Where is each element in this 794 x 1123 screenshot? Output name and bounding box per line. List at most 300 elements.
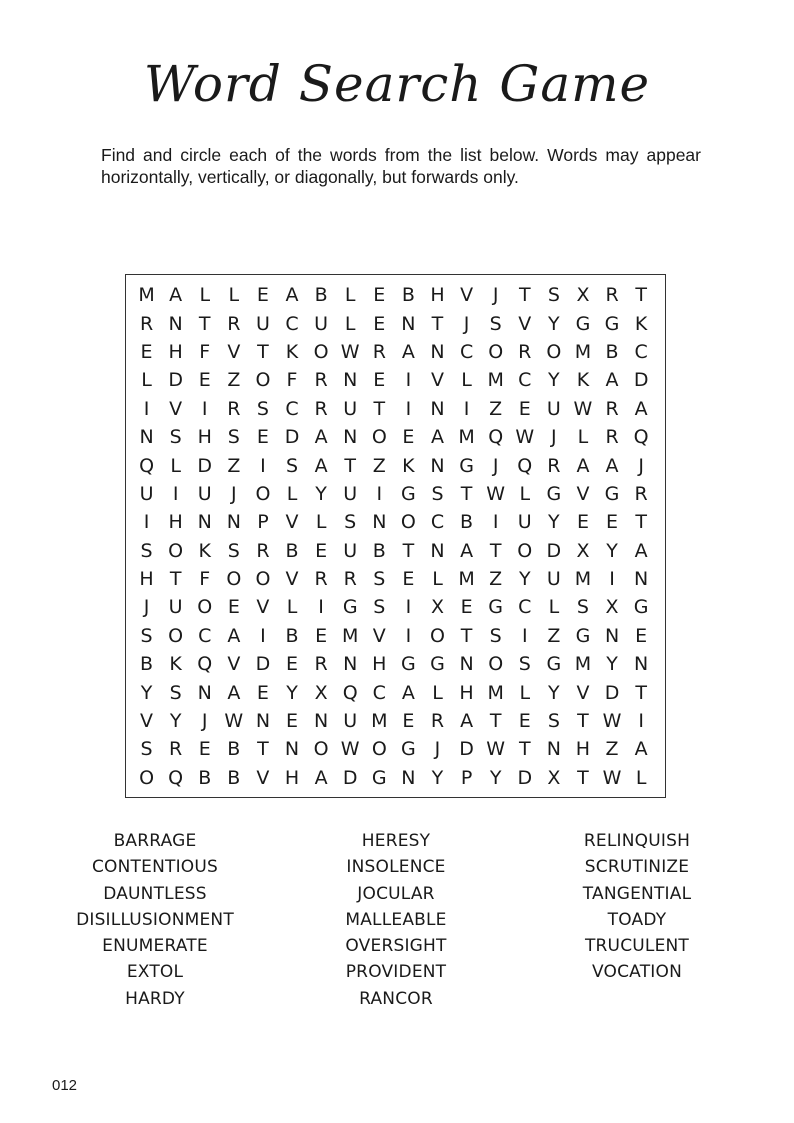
grid-letter[interactable]: E — [635, 624, 648, 647]
grid-letter[interactable]: R — [430, 710, 445, 733]
grid-letter[interactable]: T — [169, 568, 182, 591]
grid-letter[interactable]: R — [314, 568, 328, 591]
grid-letter[interactable]: X — [576, 539, 590, 562]
grid-letter[interactable]: N — [401, 312, 416, 335]
grid-letter[interactable]: D — [546, 539, 562, 562]
grid-letter[interactable]: S — [227, 539, 240, 562]
grid-letter[interactable]: U — [546, 397, 561, 420]
grid-letter[interactable]: O — [255, 369, 271, 392]
grid-letter[interactable]: S — [169, 426, 182, 449]
grid-letter[interactable]: N — [226, 511, 241, 534]
grid-letter[interactable]: D — [197, 454, 213, 477]
grid-letter[interactable]: U — [343, 539, 358, 562]
grid-letter[interactable]: Z — [227, 454, 241, 477]
grid-letter[interactable]: V — [576, 681, 590, 704]
grid-letter[interactable]: J — [201, 710, 208, 733]
grid-letter[interactable]: Z — [489, 397, 503, 420]
grid-letter[interactable]: L — [315, 511, 327, 534]
grid-letter[interactable]: N — [604, 624, 620, 647]
grid-letter[interactable]: T — [489, 539, 502, 562]
grid-letter[interactable]: E — [460, 596, 473, 619]
grid-letter[interactable]: U — [139, 482, 154, 505]
grid-letter[interactable]: G — [546, 482, 562, 505]
grid-letter[interactable]: U — [255, 312, 270, 335]
grid-letter[interactable]: Q — [197, 653, 213, 676]
grid-letter[interactable]: P — [460, 766, 473, 789]
grid-letter[interactable]: M — [487, 681, 504, 704]
grid-letter[interactable]: E — [256, 426, 269, 449]
grid-letter[interactable]: R — [605, 397, 619, 420]
grid-letter[interactable]: R — [605, 284, 619, 307]
grid-letter[interactable]: A — [314, 454, 328, 477]
grid-letter[interactable]: G — [604, 482, 620, 505]
grid-letter[interactable]: V — [140, 710, 154, 733]
grid-letter[interactable]: Z — [605, 738, 619, 761]
grid-letter[interactable]: S — [256, 397, 269, 420]
grid-letter[interactable]: V — [227, 653, 241, 676]
grid-letter[interactable]: V — [256, 766, 270, 789]
grid-letter[interactable]: U — [168, 596, 183, 619]
grid-letter[interactable]: E — [315, 539, 328, 562]
grid-letter[interactable]: N — [401, 766, 416, 789]
grid-letter[interactable]: Y — [548, 369, 560, 392]
grid-letter[interactable]: V — [169, 397, 183, 420]
grid-letter[interactable]: A — [460, 710, 474, 733]
grid-letter[interactable]: W — [573, 397, 593, 420]
grid-letter[interactable]: R — [227, 312, 241, 335]
grid-letter[interactable]: T — [257, 738, 269, 761]
grid-letter[interactable]: E — [518, 397, 531, 420]
grid-letter[interactable]: J — [463, 312, 470, 335]
grid-letter[interactable]: A — [401, 340, 415, 363]
grid-letter[interactable]: C — [430, 511, 445, 534]
grid-letter[interactable]: X — [576, 284, 590, 307]
grid-letter[interactable]: G — [401, 482, 416, 505]
grid-letter[interactable]: X — [314, 681, 328, 704]
grid-letter[interactable]: E — [518, 710, 531, 733]
grid-letter[interactable]: I — [376, 482, 383, 505]
grid-letter[interactable]: S — [227, 426, 240, 449]
grid-letter[interactable]: L — [199, 284, 211, 307]
grid-letter[interactable]: L — [432, 681, 443, 704]
grid-letter[interactable]: S — [373, 596, 386, 619]
grid-letter[interactable]: Y — [606, 539, 618, 562]
grid-letter[interactable]: G — [604, 312, 620, 335]
grid-letter[interactable]: F — [199, 340, 211, 363]
grid-letter[interactable]: G — [633, 596, 649, 619]
grid-letter[interactable]: U — [546, 568, 561, 591]
grid-letter[interactable]: T — [518, 284, 531, 307]
grid-letter[interactable]: R — [547, 454, 561, 477]
grid-letter[interactable]: T — [344, 454, 356, 477]
grid-letter[interactable]: I — [638, 710, 644, 733]
grid-letter[interactable]: O — [313, 340, 329, 363]
grid-letter[interactable]: O — [488, 340, 504, 363]
grid-letter[interactable]: L — [519, 681, 531, 704]
grid-letter[interactable]: D — [255, 653, 271, 676]
grid-letter[interactable]: Q — [342, 681, 358, 704]
grid-letter[interactable]: U — [343, 710, 358, 733]
grid-letter[interactable]: C — [285, 312, 299, 335]
grid-letter[interactable]: N — [634, 653, 649, 676]
grid-letter[interactable]: A — [169, 284, 183, 307]
grid-letter[interactable]: G — [401, 738, 416, 761]
grid-letter[interactable]: K — [402, 454, 415, 477]
grid-letter[interactable]: R — [518, 340, 532, 363]
grid-letter[interactable]: J — [231, 482, 237, 505]
grid-letter[interactable]: G — [488, 596, 504, 619]
grid-letter[interactable]: N — [430, 340, 445, 363]
grid-letter[interactable]: T — [577, 710, 589, 733]
grid-letter[interactable]: O — [517, 539, 533, 562]
grid-letter[interactable]: I — [143, 397, 150, 420]
grid-letter[interactable]: O — [313, 738, 329, 761]
grid-letter[interactable]: C — [634, 340, 648, 363]
grid-letter[interactable]: A — [430, 426, 444, 449]
grid-letter[interactable]: O — [226, 568, 242, 591]
grid-letter[interactable]: V — [285, 568, 299, 591]
grid-letter[interactable]: L — [286, 482, 298, 505]
grid-letter[interactable]: O — [546, 340, 562, 363]
grid-letter[interactable]: W — [486, 738, 506, 761]
grid-letter[interactable]: L — [141, 369, 152, 392]
grid-letter[interactable]: M — [574, 340, 592, 363]
grid-letter[interactable]: J — [492, 284, 499, 307]
grid-letter[interactable]: K — [169, 653, 182, 676]
grid-letter[interactable]: H — [430, 284, 445, 307]
grid-letter[interactable]: E — [286, 653, 299, 676]
grid-letter[interactable]: L — [461, 369, 472, 392]
grid-letter[interactable]: E — [402, 568, 415, 591]
grid-letter[interactable]: B — [198, 766, 212, 789]
grid-letter[interactable]: S — [344, 511, 357, 534]
grid-letter[interactable]: C — [459, 340, 474, 363]
grid-letter[interactable]: T — [635, 511, 647, 534]
grid-letter[interactable]: B — [460, 511, 474, 534]
grid-letter[interactable]: D — [517, 766, 533, 789]
grid-letter[interactable]: I — [201, 397, 208, 420]
grid-letter[interactable]: G — [459, 454, 474, 477]
grid-letter[interactable]: A — [460, 539, 474, 562]
grid-letter[interactable]: B — [227, 766, 241, 789]
grid-letter[interactable]: N — [343, 426, 358, 449]
grid-letter[interactable]: Q — [168, 766, 184, 789]
grid-letter[interactable]: L — [635, 766, 647, 789]
grid-letter[interactable]: D — [284, 426, 300, 449]
grid-letter[interactable]: D — [459, 738, 474, 761]
grid-letter[interactable]: O — [430, 624, 445, 647]
grid-letter[interactable]: A — [285, 284, 299, 307]
grid-letter[interactable]: Z — [372, 454, 386, 477]
grid-letter[interactable]: L — [286, 596, 298, 619]
grid-letter[interactable]: Y — [606, 653, 618, 676]
grid-letter[interactable]: N — [168, 312, 183, 335]
grid-letter[interactable]: O — [168, 624, 184, 647]
grid-letter[interactable]: N — [430, 454, 445, 477]
grid-letter[interactable]: H — [372, 653, 387, 676]
grid-letter[interactable]: E — [256, 284, 269, 307]
grid-letter[interactable]: G — [575, 312, 591, 335]
grid-letter[interactable]: E — [198, 738, 211, 761]
grid-letter[interactable]: A — [227, 681, 241, 704]
grid-letter[interactable]: Y — [548, 511, 560, 534]
grid-letter[interactable]: G — [401, 653, 416, 676]
grid-letter[interactable]: S — [373, 568, 386, 591]
grid-letter[interactable]: X — [430, 596, 444, 619]
grid-letter[interactable]: R — [343, 568, 357, 591]
grid-letter[interactable]: L — [344, 312, 356, 335]
grid-letter[interactable]: W — [602, 766, 622, 789]
grid-letter[interactable]: S — [140, 624, 153, 647]
grid-letter[interactable]: T — [635, 681, 647, 704]
grid-letter[interactable]: N — [372, 511, 387, 534]
grid-letter[interactable]: S — [140, 738, 153, 761]
grid-letter[interactable]: H — [139, 568, 154, 591]
grid-letter[interactable]: N — [430, 539, 445, 562]
grid-letter[interactable]: T — [460, 482, 473, 505]
grid-letter[interactable]: U — [517, 511, 532, 534]
grid-letter[interactable]: R — [227, 397, 241, 420]
grid-letter[interactable]: N — [343, 369, 358, 392]
grid-letter[interactable]: Z — [489, 568, 503, 591]
grid-letter[interactable]: N — [634, 568, 649, 591]
grid-letter[interactable]: Z — [547, 624, 561, 647]
grid-letter[interactable]: S — [576, 596, 589, 619]
grid-letter[interactable]: S — [489, 624, 502, 647]
grid-letter[interactable]: K — [576, 369, 590, 392]
grid-letter[interactable]: T — [489, 710, 502, 733]
grid-letter[interactable]: Q — [488, 426, 504, 449]
grid-letter[interactable]: D — [168, 369, 183, 392]
grid-letter[interactable]: H — [459, 681, 474, 704]
grid-letter[interactable]: P — [257, 511, 269, 534]
grid-letter[interactable]: Z — [227, 369, 241, 392]
grid-letter[interactable]: F — [199, 568, 211, 591]
grid-letter[interactable]: R — [256, 539, 270, 562]
grid-letter[interactable]: T — [257, 340, 269, 363]
grid-letter[interactable]: J — [434, 738, 441, 761]
grid-letter[interactable]: N — [430, 397, 445, 420]
grid-letter[interactable]: G — [575, 624, 591, 647]
grid-letter[interactable]: D — [342, 766, 358, 789]
grid-letter[interactable]: M — [574, 568, 592, 591]
grid-letter[interactable]: E — [256, 681, 269, 704]
grid-letter[interactable]: M — [458, 426, 475, 449]
grid-letter[interactable]: E — [402, 710, 415, 733]
grid-letter[interactable]: N — [255, 710, 271, 733]
grid-letter[interactable]: V — [285, 511, 299, 534]
grid-letter[interactable]: V — [460, 284, 474, 307]
grid-letter[interactable]: R — [314, 369, 328, 392]
grid-letter[interactable]: O — [488, 653, 504, 676]
grid-letter[interactable]: L — [577, 426, 589, 449]
grid-letter[interactable]: Q — [633, 426, 649, 449]
grid-letter[interactable]: I — [521, 624, 528, 647]
grid-letter[interactable]: Y — [518, 568, 531, 591]
grid-letter[interactable]: R — [605, 426, 619, 449]
grid-letter[interactable]: T — [198, 312, 211, 335]
grid-letter[interactable]: C — [198, 624, 212, 647]
grid-letter[interactable]: I — [260, 454, 266, 477]
grid-letter[interactable]: R — [139, 312, 154, 335]
grid-letter[interactable]: A — [401, 681, 415, 704]
grid-letter[interactable]: C — [285, 397, 299, 420]
grid-letter[interactable]: L — [432, 568, 443, 591]
grid-letter[interactable]: A — [576, 454, 590, 477]
grid-letter[interactable]: A — [314, 426, 328, 449]
grid-letter[interactable]: C — [518, 369, 532, 392]
grid-letter[interactable]: O — [371, 426, 387, 449]
grid-letter[interactable]: I — [143, 511, 150, 534]
grid-letter[interactable]: E — [373, 284, 386, 307]
grid-letter[interactable]: L — [170, 454, 181, 477]
grid-letter[interactable]: U — [343, 482, 358, 505]
grid-letter[interactable]: E — [315, 624, 328, 647]
grid-letter[interactable]: B — [140, 653, 154, 676]
grid-letter[interactable]: O — [168, 539, 184, 562]
grid-letter[interactable]: M — [458, 568, 475, 591]
grid-letter[interactable]: S — [547, 284, 560, 307]
grid-letter[interactable]: W — [515, 426, 535, 449]
grid-letter[interactable]: J — [143, 596, 150, 619]
grid-letter[interactable]: X — [547, 766, 561, 789]
grid-letter[interactable]: T — [402, 539, 415, 562]
grid-letter[interactable]: Q — [517, 454, 533, 477]
grid-letter[interactable]: R — [314, 397, 328, 420]
grid-letter[interactable]: Y — [548, 312, 560, 335]
grid-letter[interactable]: I — [492, 511, 499, 534]
grid-letter[interactable]: D — [633, 369, 649, 392]
grid-letter[interactable]: J — [551, 426, 557, 449]
grid-letter[interactable]: E — [373, 312, 386, 335]
grid-letter[interactable]: H — [197, 426, 212, 449]
grid-letter[interactable]: I — [172, 482, 179, 505]
grid-letter[interactable]: R — [314, 653, 328, 676]
grid-letter[interactable]: Y — [431, 766, 444, 789]
grid-letter[interactable]: E — [606, 511, 619, 534]
grid-letter[interactable]: W — [486, 482, 506, 505]
grid-letter[interactable]: I — [318, 596, 324, 619]
grid-letter[interactable]: M — [487, 369, 504, 392]
grid-letter[interactable]: R — [169, 738, 183, 761]
grid-letter[interactable]: F — [286, 369, 298, 392]
grid-letter[interactable]: L — [228, 284, 240, 307]
grid-letter[interactable]: M — [138, 284, 155, 307]
grid-letter[interactable]: M — [342, 624, 359, 647]
grid-letter[interactable]: S — [285, 454, 299, 477]
grid-letter[interactable]: W — [340, 738, 360, 761]
grid-letter[interactable]: B — [314, 284, 328, 307]
grid-letter[interactable]: O — [371, 738, 387, 761]
grid-letter[interactable]: Y — [286, 681, 298, 704]
grid-letter[interactable]: V — [430, 369, 444, 392]
grid-letter[interactable]: R — [372, 340, 386, 363]
grid-letter[interactable]: B — [285, 624, 299, 647]
grid-letter[interactable]: G — [371, 766, 387, 789]
grid-letter[interactable]: W — [340, 340, 360, 363]
grid-letter[interactable]: O — [197, 596, 213, 619]
grid-letter[interactable]: I — [260, 624, 266, 647]
grid-letter[interactable]: I — [405, 369, 412, 392]
grid-letter[interactable]: H — [168, 340, 183, 363]
grid-letter[interactable]: A — [634, 738, 648, 761]
grid-letter[interactable]: N — [546, 738, 561, 761]
grid-letter[interactable]: B — [605, 340, 619, 363]
grid-letter[interactable]: Y — [140, 681, 153, 704]
grid-letter[interactable]: K — [198, 539, 211, 562]
grid-letter[interactable]: E — [227, 596, 240, 619]
grid-letter[interactable]: A — [227, 624, 241, 647]
grid-letter[interactable]: N — [197, 681, 212, 704]
grid-letter[interactable]: N — [314, 710, 329, 733]
grid-letter[interactable]: B — [227, 738, 241, 761]
grid-letter[interactable]: S — [431, 482, 444, 505]
grid-letter[interactable]: I — [405, 624, 412, 647]
grid-letter[interactable]: Y — [548, 681, 560, 704]
grid-letter[interactable]: C — [518, 596, 532, 619]
grid-letter[interactable]: W — [224, 710, 244, 733]
grid-letter[interactable]: E — [198, 369, 211, 392]
grid-letter[interactable]: I — [463, 397, 470, 420]
grid-letter[interactable]: Y — [315, 482, 327, 505]
grid-letter[interactable]: T — [577, 766, 589, 789]
grid-letter[interactable]: T — [373, 397, 386, 420]
grid-letter[interactable]: O — [400, 511, 416, 534]
grid-letter[interactable]: I — [405, 397, 412, 420]
grid-letter[interactable]: S — [518, 653, 531, 676]
grid-letter[interactable]: O — [255, 482, 271, 505]
grid-letter[interactable]: A — [634, 539, 648, 562]
grid-letter[interactable]: Y — [489, 766, 502, 789]
grid-letter[interactable]: N — [139, 426, 154, 449]
grid-letter[interactable]: T — [431, 312, 444, 335]
grid-letter[interactable]: L — [344, 284, 356, 307]
grid-letter[interactable]: I — [405, 596, 412, 619]
grid-letter[interactable]: L — [548, 596, 560, 619]
grid-letter[interactable]: A — [634, 397, 648, 420]
grid-letter[interactable]: S — [547, 710, 560, 733]
grid-letter[interactable]: E — [373, 369, 386, 392]
grid-letter[interactable]: G — [430, 653, 445, 676]
grid-letter[interactable]: E — [576, 511, 589, 534]
grid-letter[interactable]: Q — [139, 454, 155, 477]
grid-letter[interactable]: A — [605, 369, 619, 392]
grid-letter[interactable]: E — [402, 426, 415, 449]
grid-letter[interactable]: X — [605, 596, 619, 619]
grid-letter[interactable]: N — [197, 511, 212, 534]
grid-letter[interactable]: M — [574, 653, 592, 676]
grid-letter[interactable]: M — [371, 710, 388, 733]
grid-letter[interactable]: T — [635, 284, 647, 307]
grid-letter[interactable]: V — [256, 596, 270, 619]
grid-letter[interactable]: V — [576, 482, 590, 505]
grid-letter[interactable]: N — [284, 738, 300, 761]
grid-letter[interactable]: J — [492, 454, 499, 477]
grid-letter[interactable]: G — [342, 596, 358, 619]
grid-letter[interactable]: T — [460, 624, 473, 647]
grid-letter[interactable]: A — [605, 454, 619, 477]
grid-letter[interactable]: B — [372, 539, 386, 562]
grid-letter[interactable]: U — [314, 312, 329, 335]
grid-letter[interactable]: R — [634, 482, 648, 505]
grid-letter[interactable]: U — [197, 482, 212, 505]
grid-letter[interactable]: K — [634, 312, 648, 335]
grid-letter[interactable]: Y — [169, 710, 182, 733]
grid-letter[interactable]: C — [372, 681, 386, 704]
grid-letter[interactable]: U — [343, 397, 358, 420]
grid-letter[interactable]: A — [314, 766, 328, 789]
grid-letter[interactable]: E — [140, 340, 153, 363]
